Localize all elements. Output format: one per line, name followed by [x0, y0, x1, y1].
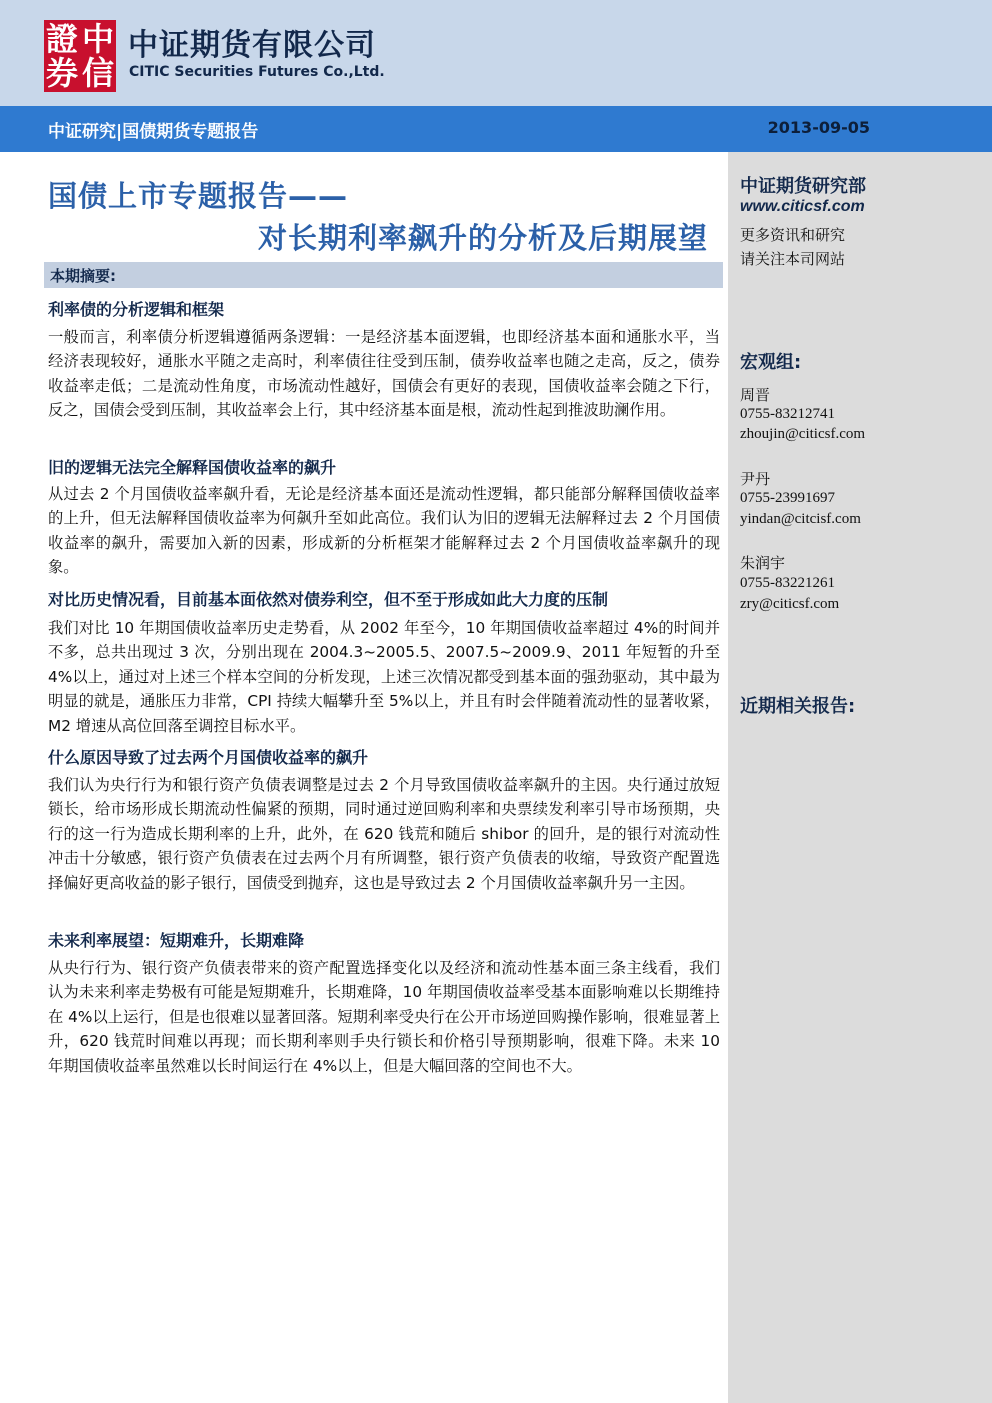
section-heading: 对比历史情况看，目前基本面依然对债券利空，但不至于形成如此大力度的压制 — [48, 590, 609, 609]
page-header — [0, 0, 992, 106]
logo-glyph: 信 — [81, 54, 114, 92]
more-info-line: 更多资讯和研究 — [740, 226, 846, 244]
company-logo — [44, 20, 116, 92]
analyst-name: 朱润宇 — [740, 554, 786, 572]
research-dept: 中证期货研究部 — [740, 176, 866, 197]
summary-label: 本期摘要: — [50, 267, 116, 285]
report-date: 2013-09-05 — [767, 118, 870, 137]
sidebar — [728, 152, 992, 1403]
analyst-email[interactable]: zry@citicsf.com — [740, 596, 840, 612]
report-category: 中证研究|国债期货专题报告 — [48, 122, 259, 142]
section-body: 一般而言，利率债分析逻辑遵循两条逻辑：一是经济基本面逻辑，也即经济基本面和通胀水平，当经济表现较好，通胀水平随之走高时，利率债往往受到压制，债券收益率也随之走高，反之，债券收益率走低；二是流动性角度，市场流动性越好，国债会有更好的表现，国债收益率会随之下行，反之，国债会受到压制，其收益率会上行，其中经济基本面是根，流动性起到推波助澜作用。 — [48, 328, 720, 420]
analyst-email[interactable]: zhoujin@citicsf.com — [740, 426, 866, 442]
report-title-line1: 国债上市专题报告—— — [48, 179, 349, 213]
more-info-line: 请关注本司网站 — [740, 250, 846, 268]
logo-glyph: 券 — [45, 54, 78, 92]
section-body: 从过去 2 个月国债收益率飙升看，无论是经济基本面还是流动性逻辑，都只能部分解释国债收益率的上升，但无法解释国债收益率为何飙升至如此高位。我们认为旧的逻辑无法解释过去 2 个月国债收益率的飙升，需要加入新的因素，形成新的分析框架才能解释过去 2 个月国债收益率飙升的现象。 — [48, 485, 720, 577]
company-name-cn: 中证期货有限公司 — [128, 28, 376, 63]
report-category-bar — [0, 106, 992, 152]
analyst-name: 周晋 — [740, 386, 771, 404]
section-body: 我们认为央行行为和银行资产负债表调整是过去 2 个月导致国债收益率飙升的主因。央行通过放短锁长，给市场形成长期流动性偏紧的预期，同时通过逆回购利率和央票续发利率引导市场预期，央行的这一行为造成长期利率的上升，此外，在 620 钱荒和随后 shibor 的回升，是的银行对流动性冲击十分敏感，银行资产负债表在过去两个月有所调整，银行资产负债表的收缩，导致资产配置选择偏好更高收益的影子银行，国债受到抛弃，这也是导致过去 2 个月国债收益率飙升另一主因。 — [48, 776, 720, 892]
section-heading: 旧的逻辑无法完全解释国债收益率的飙升 — [48, 458, 337, 477]
summary-label-bar — [44, 262, 723, 288]
company-name-en: CITIC Securities Futures Co.,Ltd. — [129, 64, 385, 80]
section-body: 从央行行为、银行资产负债表带来的资产配置选择变化以及经济和流动性基本面三条主线看，我们认为未来利率走势极有可能是短期难升，长期难降，10 年期国债收益率受基本面影响难以长期维持在 4%以上运行，但是也很难以显著回落。短期利率受央行在公开市场逆回购操作影响，很难显著上升，620 钱荒时间难以再现；而长期利率则手央行锁长和价格引导预期影响，很难下降。未来 10 年期国债收益率虽然难以长时间运行在 4%以上，但是大幅回落的空间也不大。 — [48, 959, 720, 1075]
analyst-phone: 0755-23991697 — [740, 490, 835, 506]
section-heading: 什么原因导致了过去两个月国债收益率的飙升 — [48, 748, 369, 767]
analyst-name: 尹丹 — [740, 470, 771, 488]
logo-glyph: 證 — [45, 20, 78, 58]
recent-reports-title: 近期相关报告: — [740, 696, 856, 717]
analyst-phone: 0755-83212741 — [740, 406, 835, 422]
website-link[interactable]: www.citicsf.com — [740, 198, 865, 215]
section-heading: 利率债的分析逻辑和框架 — [48, 300, 225, 319]
analyst-email[interactable]: yindan@citcisf.com — [740, 511, 861, 527]
analyst-phone: 0755-83221261 — [740, 575, 835, 591]
report-title-line2: 对长期利率飙升的分析及后期展望 — [257, 221, 708, 255]
section-heading: 未来利率展望：短期难升，长期难降 — [48, 931, 305, 950]
group-title: 宏观组: — [740, 352, 802, 373]
logo-glyph: 中 — [81, 20, 114, 58]
section-body: 我们对比 10 年期国债收益率历史走势看，从 2002 年至今，10 年期国债收益率超过 4%的时间并不多，总共出现过 3 次，分别出现在 2004.3~2005.5、2007.5~2009.9、2011 年短暂的升至 4%以上，通过对上述三个样本空间的分析发现，上述三次情况都受到基本面的强劲驱动，其中最为明显的就是，通胀压力非常，CPI 持续大幅攀升至 5%以上，并且有时会伴随着流动性的显著收紧，M2 增速从高位回落至调控目标水平。 — [48, 619, 720, 735]
